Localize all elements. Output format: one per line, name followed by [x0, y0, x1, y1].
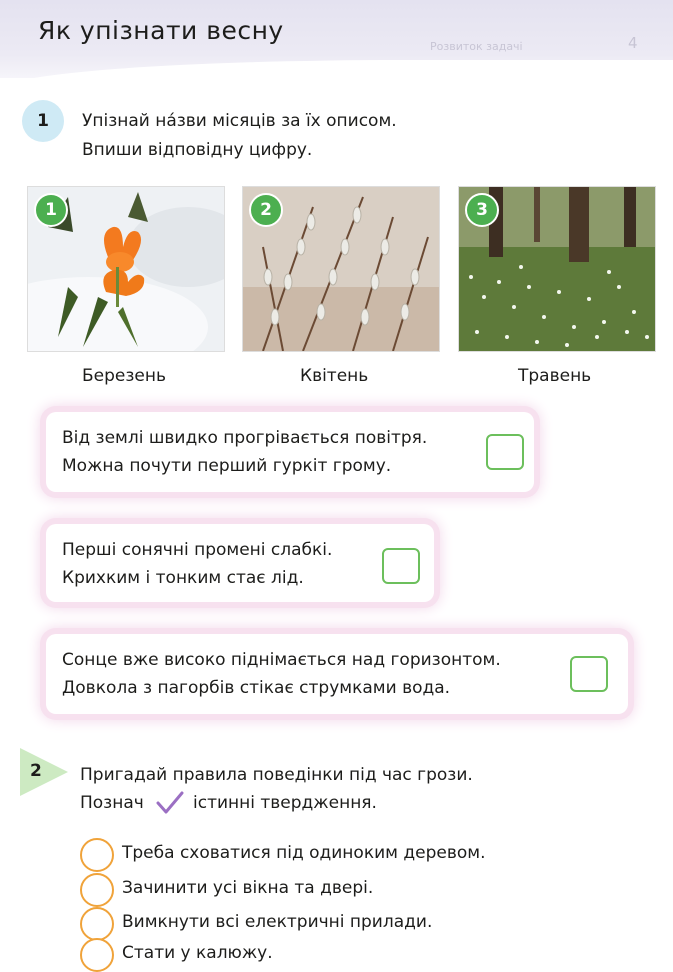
header-curve [0, 60, 673, 90]
page-title: Як упізнати весну [38, 16, 284, 45]
option-4-circle[interactable] [80, 938, 114, 972]
answer-box-2[interactable] [382, 548, 420, 584]
card-3-line-1: Сонце вже високо піднімається над горизонтом. [62, 650, 501, 670]
task-2-badge: 2 [30, 761, 42, 781]
card-1-line-2: Можна почути перший гуркіт грому. [62, 456, 392, 476]
card-2-line-1: Перші сонячні промені слабкі. [62, 540, 333, 560]
check-mark-icon [155, 790, 185, 816]
answer-box-1[interactable] [486, 434, 524, 470]
description-card-3 [46, 634, 628, 714]
card-1-line-1: Від землі швидко прогрівається повітря. [62, 428, 428, 448]
card-2-line-2: Крихким і тонким стає лід. [62, 568, 304, 588]
ghost-header-text: Розвиток задачі [430, 40, 523, 53]
photo-2-number: 2 [249, 193, 283, 227]
option-4-text: Стати у калюжу. [122, 943, 273, 963]
option-3-text: Вимкнути всі електричні прилади. [122, 912, 433, 932]
task-2-instruction-line-2-start: Познач [80, 793, 144, 813]
ghost-page-number: 4 [628, 34, 638, 52]
month-label-berezen: Березень [82, 366, 167, 386]
month-label-traven: Травень [518, 366, 592, 386]
answer-box-3[interactable] [570, 656, 608, 692]
photo-crocus-in-snow [27, 186, 225, 352]
option-3-circle[interactable] [80, 907, 114, 941]
task-2-badge-shape [20, 748, 68, 796]
task-2-instruction-line-2-end: істинні твердження. [193, 793, 377, 813]
option-2-text: Зачинити усі вікна та двері. [122, 878, 374, 898]
photo-3-number: 3 [465, 193, 499, 227]
task-1-instruction-line-1: Упізнай на́зви місяців за їх описом. [82, 111, 397, 131]
description-card-1 [46, 412, 534, 492]
photo-pussy-willow [242, 186, 440, 352]
option-1-text: Треба сховатися під одиноким деревом. [122, 843, 486, 863]
option-2-circle[interactable] [80, 873, 114, 907]
description-card-2 [46, 524, 434, 602]
task-1-badge: 1 [22, 100, 64, 142]
photo-forest-flowers [458, 186, 656, 352]
photo-1-number: 1 [34, 193, 68, 227]
card-3-line-2: Довкола з пагорбів стікає струмками вода. [62, 678, 451, 698]
task-1-instruction-line-2: Впиши відповідну цифру. [82, 140, 313, 160]
task-2-instruction-line-1: Пригадай правила поведінки під час грози. [80, 765, 473, 785]
option-1-circle[interactable] [80, 838, 114, 872]
month-label-kviten: Квітень [300, 366, 369, 386]
